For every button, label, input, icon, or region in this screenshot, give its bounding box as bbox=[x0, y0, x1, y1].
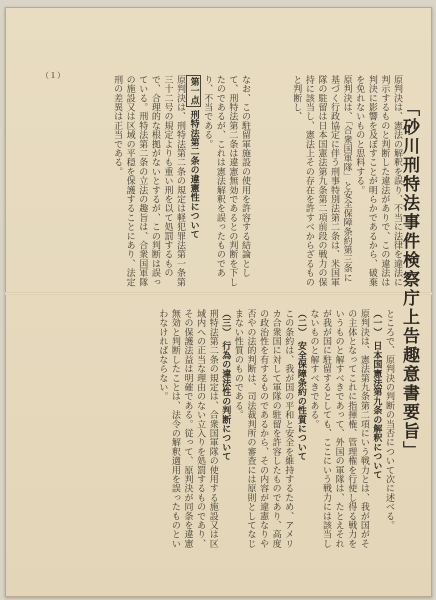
page-number: （１） bbox=[41, 71, 65, 80]
lower-text-column bbox=[65, 309, 395, 549]
subsection-heading: （三） 行為の違法性の判断について bbox=[220, 309, 231, 461]
page-fold-line bbox=[5, 292, 432, 295]
section-heading: 刑特法第二条の違憲性について bbox=[188, 109, 199, 239]
section-heading-line bbox=[186, 75, 201, 290]
document-title: 「砂川刑特法事件検察庁上告趣意書要旨」 bbox=[399, 99, 419, 460]
body-paragraph: 原判決は、憲法第九条第二項にいう戦力とは、我が国がその主体となってこれに指揮権、管理権を行使し得る戦力をいうものと解すべきであって、外国の軍隊は、たとえそれが我が国に駐留するとしても、ここにいう戦力には該当しないものと解すべきである。 bbox=[308, 309, 369, 549]
subsection-heading: （一） 日本国憲法第九条の解釈について bbox=[371, 309, 382, 480]
body-paragraph: ところで、原判決の判断の当否について次に述べる。 bbox=[384, 309, 394, 530]
intro-text-column bbox=[253, 75, 403, 290]
section-paragraph: 原判決は、刑特法第二条の規定は軽犯罪法第一条第三十二号の規定よりも重い刑を以て処罰するもので、合理的な根拠がないとするが、この判断は誤っている。刑特法第二条の立法の趣旨は、合衆国軍隊の施設又は区域の平穏を保護することにあり、法定刑の差異は正当である。 bbox=[112, 75, 186, 287]
intro-paragraph: 原判決は、憲法の解釈を誤り、不当に法律を違法に判示するものと判断した違法がありで、この違法は判決に影響を及ぼすことが明らかであるから、破棄を免れないものと思料する。 bbox=[354, 75, 402, 287]
body-paragraph: この条約は、我が国の平和と安全を維持するため、アメリカ合衆国に対して軍隊の駐留を許容したものであり、高度の政治性を有するものであるから、その内容が違憲なりや否やの法的判断は、司法裁判所の審査には原則としてなじまない性質のものである。 bbox=[232, 309, 294, 549]
continuation-paragraph: なお、この駐留軍施設の使用を許容する結論として、刑特法第二条は違憲無効であるとの判断を下したのであるが、これは憲法解釈を誤ったものであり、不当である。 bbox=[202, 75, 250, 287]
body-paragraph: 刑特法第二条の規定は、合衆国軍隊の使用する施設又は区域内への正当な理由のない立入りを処罰するものであり、その保護法益は明確である。従って、原判決が同条を違憲無効と判断したことは、法令の解釈適用を誤ったものといわなければならない。 bbox=[157, 309, 218, 549]
section-one-column bbox=[65, 75, 251, 290]
intro-paragraph: 原判決は、「合衆国軍隊」と安全保障条約第三条に基づく行政協定に伴う刑事特別法第二条は、米国軍隊の駐留は日本国憲法第九条第二項前段の戦力の保持に該当し、憲法上その存在を許すべからざるものと判断し、 bbox=[291, 75, 352, 287]
subsection-heading: （二） 安全保障条約の性質について bbox=[295, 309, 306, 461]
document-page bbox=[5, 7, 432, 597]
section-label-box: 第一点 bbox=[186, 75, 201, 107]
